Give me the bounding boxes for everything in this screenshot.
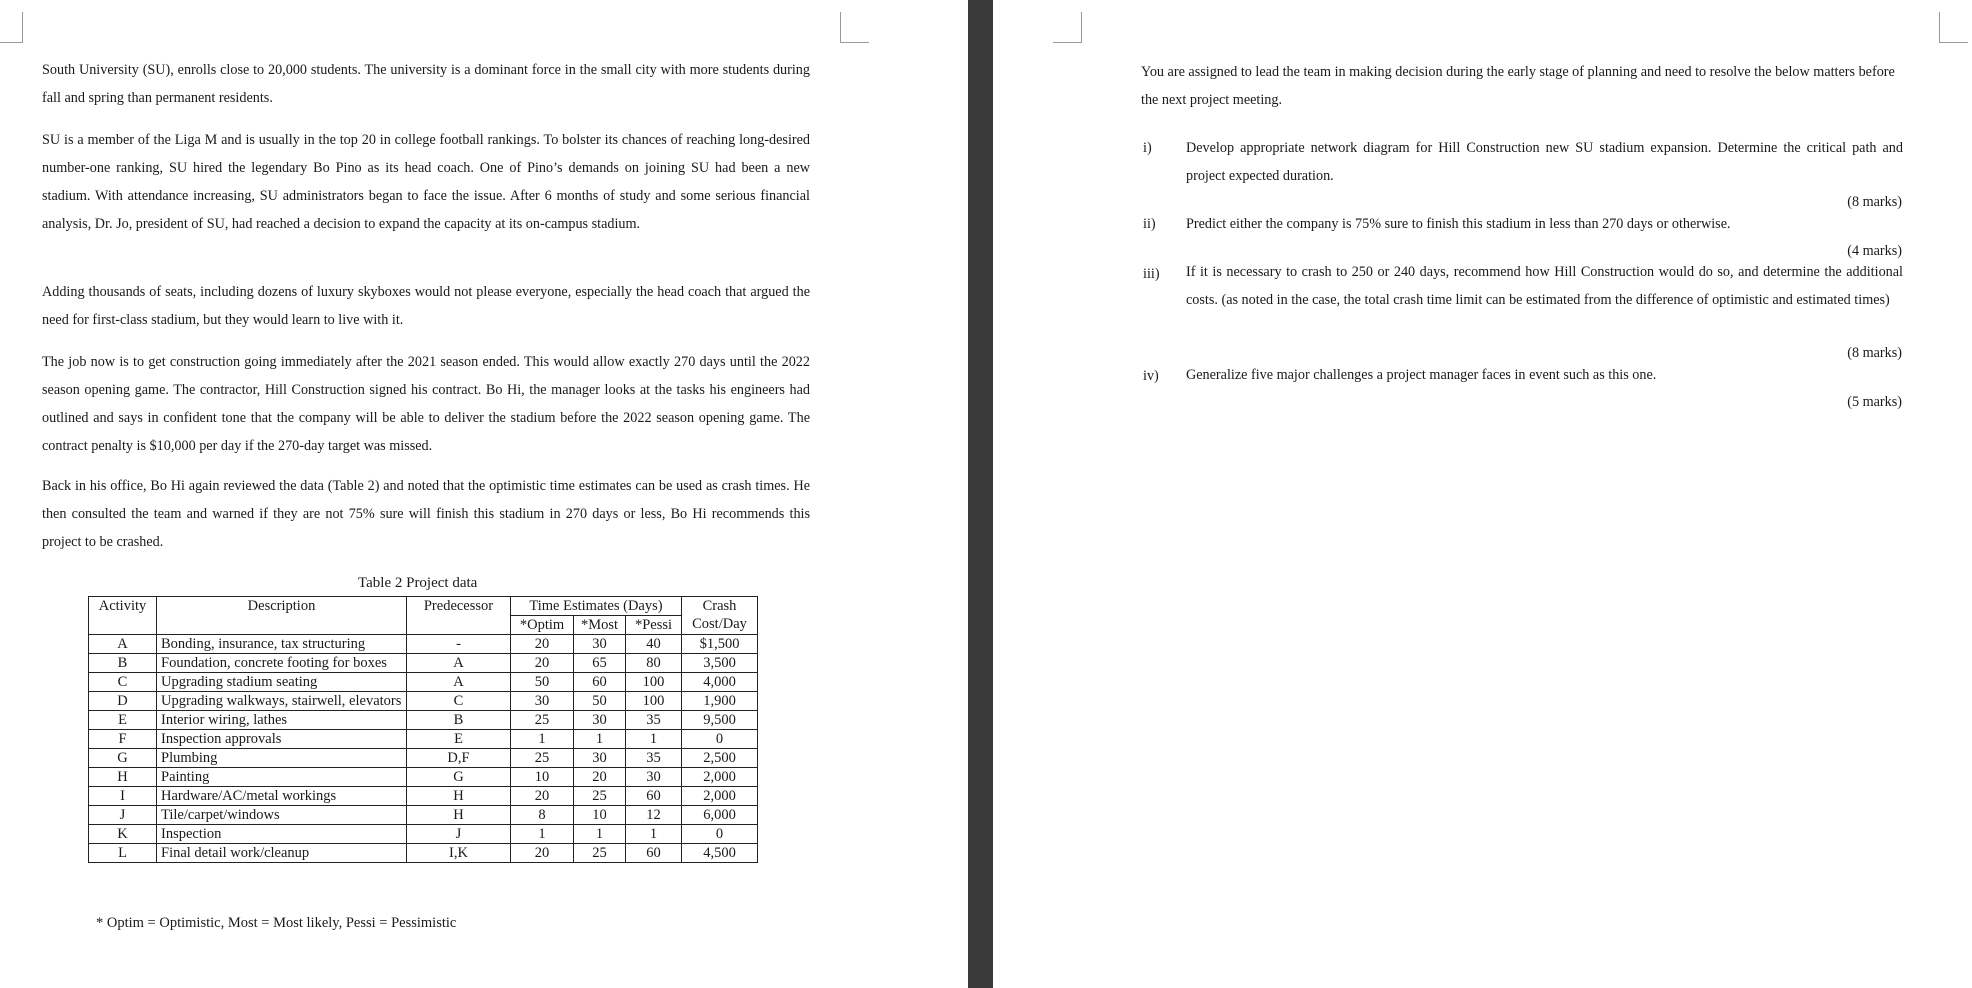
cell-description: Upgrading stadium seating	[157, 673, 407, 692]
cell-predecessor: D,F	[407, 749, 511, 768]
cell-optim: 20	[511, 844, 574, 863]
cell-pessi: 30	[626, 768, 682, 787]
table-row	[89, 844, 758, 863]
cell-predecessor: H	[407, 806, 511, 825]
cell-optim: 30	[511, 692, 574, 711]
question-1-text: Develop appropriate network diagram for Hill Construction new SU stadium expansion. Determine the critical path and project expected duration.	[1186, 140, 1903, 184]
page-corner-mark	[840, 12, 869, 43]
cell-optim: 1	[511, 730, 574, 749]
question-2-marks: (4 marks)	[1847, 243, 1902, 259]
cell-crash: 0	[682, 730, 758, 749]
cell-predecessor: A	[407, 654, 511, 673]
header-optim: *Optim	[511, 616, 574, 635]
cell-description: Final detail work/cleanup	[157, 844, 407, 863]
header-most: *Most	[574, 616, 626, 635]
cell-predecessor: A	[407, 673, 511, 692]
cell-crash: 9,500	[682, 711, 758, 730]
cell-activity: A	[89, 635, 157, 654]
cell-most: 10	[574, 806, 626, 825]
cell-optim: 10	[511, 768, 574, 787]
cell-optim: 50	[511, 673, 574, 692]
header-description: Description	[157, 597, 407, 635]
cell-optim: 8	[511, 806, 574, 825]
cell-crash: $1,500	[682, 635, 758, 654]
cell-predecessor: I,K	[407, 844, 511, 863]
cell-predecessor: B	[407, 711, 511, 730]
table-row	[89, 787, 758, 806]
cell-pessi: 35	[626, 749, 682, 768]
cell-description: Inspection	[157, 825, 407, 844]
table-row	[89, 768, 758, 787]
cell-activity: H	[89, 768, 157, 787]
cell-crash: 2,000	[682, 768, 758, 787]
paragraph-2: SU is a member of the Liga M and is usually in the top 20 in college football rankings. To bolster its chances of reaching long-desired number-one ranking, SU hired the legendary Bo Pino as its head coach. One of Pino’s demands on joining SU had been a new stadium. With attendance increasing, SU administrators began to face the issue. After 6 months of study and some serious financial analysis, Dr. Jo, president of SU, had reached a decision to expand the capacity at its on-campus stadium.	[42, 132, 810, 232]
cell-most: 65	[574, 654, 626, 673]
header-predecessor: Predecessor	[407, 597, 511, 635]
cell-optim: 1	[511, 825, 574, 844]
table-row	[89, 749, 758, 768]
cell-activity: C	[89, 673, 157, 692]
table-caption: Table 2 Project data	[358, 575, 478, 591]
cell-pessi: 12	[626, 806, 682, 825]
cell-predecessor: G	[407, 768, 511, 787]
cell-description: Bonding, insurance, tax structuring	[157, 635, 407, 654]
cell-crash: 2,500	[682, 749, 758, 768]
question-2-number: ii)	[1143, 216, 1156, 232]
page-gutter	[968, 0, 993, 988]
cell-most: 1	[574, 825, 626, 844]
cell-description: Plumbing	[157, 749, 407, 768]
cell-most: 1	[574, 730, 626, 749]
cell-crash: 1,900	[682, 692, 758, 711]
paragraph-4: The job now is to get construction going immediately after the 2021 season ended. This would allow exactly 270 days until the 2022 season opening game. The contractor, Hill Construction signed his contract. Bo Hi, the manager looks at the tasks his engineers had outlined and says in confident tone that the company will be able to deliver the stadium before the 2022 season opening game. The contract penalty is $10,000 per day if the 270-day target was missed.	[42, 354, 810, 454]
page-corner-mark	[0, 12, 23, 43]
left-page	[0, 0, 968, 988]
question-4-marks: (5 marks)	[1847, 394, 1902, 410]
cell-most: 60	[574, 673, 626, 692]
cell-crash: 3,500	[682, 654, 758, 673]
table-row	[89, 654, 758, 673]
table-row	[89, 635, 758, 654]
instructions-intro: You are assigned to lead the team in making decision during the early stage of planning and need to resolve the below matters before the next project meeting.	[1141, 64, 1895, 108]
question-2-text: Predict either the company is 75% sure to finish this stadium in less than 270 days or otherwise.	[1186, 216, 1731, 232]
header-time-estimates: Time Estimates (Days)	[511, 597, 682, 616]
table-header-row	[89, 597, 758, 616]
cell-pessi: 60	[626, 844, 682, 863]
header-crash-cost: Crash Cost/Day	[682, 597, 758, 635]
cell-pessi: 60	[626, 787, 682, 806]
cell-description: Tile/carpet/windows	[157, 806, 407, 825]
cell-optim: 25	[511, 749, 574, 768]
cell-predecessor: -	[407, 635, 511, 654]
cell-optim: 25	[511, 711, 574, 730]
cell-activity: J	[89, 806, 157, 825]
cell-activity: K	[89, 825, 157, 844]
cell-activity: B	[89, 654, 157, 673]
cell-optim: 20	[511, 787, 574, 806]
table-row	[89, 673, 758, 692]
cell-optim: 20	[511, 635, 574, 654]
cell-crash: 0	[682, 825, 758, 844]
cell-optim: 20	[511, 654, 574, 673]
cell-activity: G	[89, 749, 157, 768]
question-1-marks: (8 marks)	[1847, 194, 1902, 210]
cell-description: Inspection approvals	[157, 730, 407, 749]
question-3-marks: (8 marks)	[1847, 345, 1902, 361]
cell-activity: D	[89, 692, 157, 711]
question-1-number: i)	[1143, 140, 1152, 156]
question-4-number: iv)	[1143, 368, 1159, 384]
table-row	[89, 692, 758, 711]
cell-pessi: 40	[626, 635, 682, 654]
cell-description: Foundation, concrete footing for boxes	[157, 654, 407, 673]
cell-pessi: 1	[626, 730, 682, 749]
page-corner-mark	[1053, 12, 1082, 43]
cell-most: 25	[574, 844, 626, 863]
cell-description: Interior wiring, lathes	[157, 711, 407, 730]
cell-crash: 4,500	[682, 844, 758, 863]
cell-most: 30	[574, 635, 626, 654]
header-activity: Activity	[89, 597, 157, 635]
cell-predecessor: E	[407, 730, 511, 749]
question-4-text: Generalize five major challenges a project manager faces in event such as this one.	[1186, 367, 1657, 383]
table-footnote: * Optim = Optimistic, Most = Most likely, Pessi = Pessimistic	[96, 915, 457, 931]
paragraph-3: Adding thousands of seats, including dozens of luxury skyboxes would not please everyone, especially the head coach that argued the need for first-class stadium, but they would learn to live with it.	[42, 284, 810, 328]
cell-pessi: 35	[626, 711, 682, 730]
cell-activity: E	[89, 711, 157, 730]
cell-activity: I	[89, 787, 157, 806]
table-row	[89, 711, 758, 730]
cell-pessi: 100	[626, 692, 682, 711]
cell-activity: F	[89, 730, 157, 749]
cell-description: Upgrading walkways, stairwell, elevators	[157, 692, 407, 711]
cell-most: 25	[574, 787, 626, 806]
table-row	[89, 806, 758, 825]
cell-pessi: 80	[626, 654, 682, 673]
cell-pessi: 1	[626, 825, 682, 844]
paragraph-5: Back in his office, Bo Hi again reviewed the data (Table 2) and noted that the optimistic time estimates can be used as crash times. He then consulted the team and warned if they are not 75% sure will finish this stadium in 270 days or less, Bo Hi recommends this project to be crashed.	[42, 478, 810, 550]
project-data-table	[88, 596, 758, 863]
cell-pessi: 100	[626, 673, 682, 692]
cell-predecessor: C	[407, 692, 511, 711]
page-corner-mark	[1939, 12, 1968, 43]
cell-most: 20	[574, 768, 626, 787]
cell-crash: 2,000	[682, 787, 758, 806]
table-row	[89, 825, 758, 844]
cell-predecessor: J	[407, 825, 511, 844]
cell-activity: L	[89, 844, 157, 863]
cell-most: 30	[574, 711, 626, 730]
question-3-number: iii)	[1143, 266, 1160, 282]
cell-crash: 4,000	[682, 673, 758, 692]
cell-crash: 6,000	[682, 806, 758, 825]
header-pessi: *Pessi	[626, 616, 682, 635]
cell-description: Painting	[157, 768, 407, 787]
table-row	[89, 730, 758, 749]
cell-most: 30	[574, 749, 626, 768]
cell-most: 50	[574, 692, 626, 711]
cell-predecessor: H	[407, 787, 511, 806]
paragraph-1: South University (SU), enrolls close to 20,000 students. The university is a dominant force in the small city with more students during fall and spring than permanent residents.	[42, 62, 810, 106]
question-3-text: If it is necessary to crash to 250 or 240 days, recommend how Hill Construction would do so, and determine the additional costs. (as noted in the case, the total crash time limit can be estimated from the difference of optimistic and estimated times)	[1186, 264, 1903, 308]
cell-description: Hardware/AC/metal workings	[157, 787, 407, 806]
